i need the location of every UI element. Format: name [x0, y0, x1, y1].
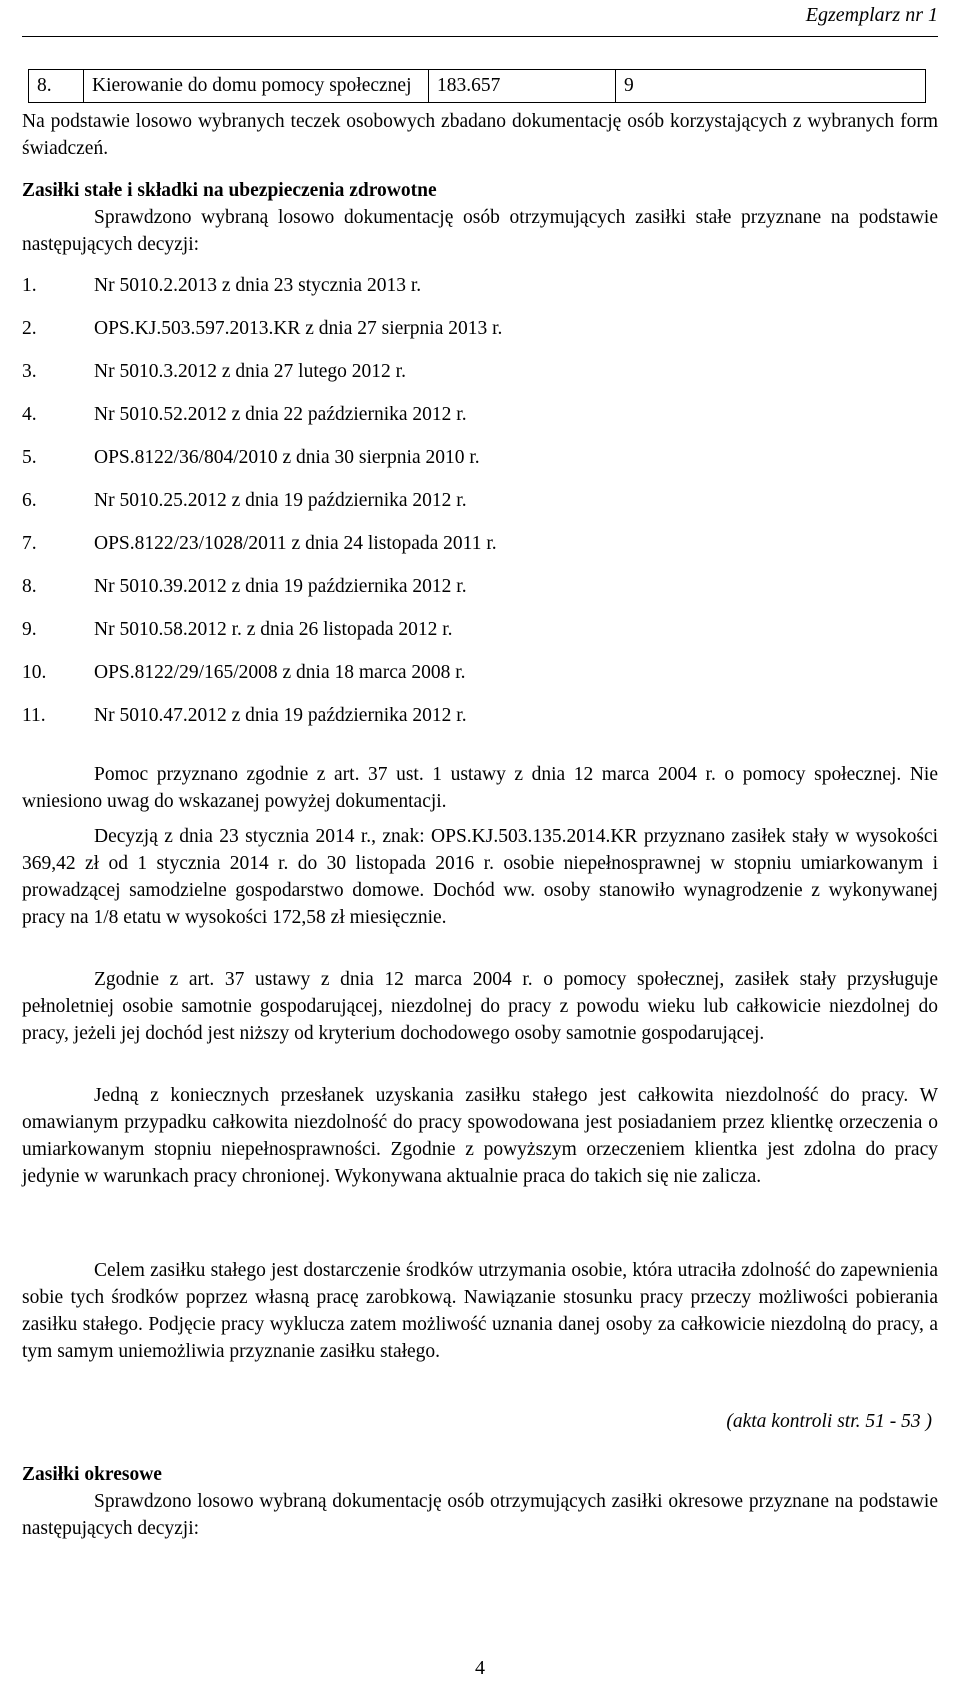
item-number: 10.: [22, 662, 47, 683]
item-number: 1.: [22, 275, 37, 296]
page-header: [0, 0, 960, 30]
item-text: OPS.8122/23/1028/2011 z dnia 24 listopada 2011 r.: [94, 533, 497, 554]
jedna-paragraph: Jedną z koniecznych przesłanek uzyskania zasiłku stałego jest całkowita niezdolność do pracy. W omawianym przypadku całkowita niezdolność do pracy spowodowana jest posiadaniem przez klientkę orzeczenia o umiarkowanym stopniu niepełnosprawności. Zgodnie z powyższym orzeczeniem klientka jest zdolna do pracy jedynie w warunkach pracy chronionej. Wykonywana aktualnie praca do takich się nie zalicza.: [22, 1085, 938, 1187]
list-item: [22, 565, 502, 608]
pomoc-paragraph: Pomoc przyznano zgodnie z art. 37 ust. 1 ustawy z dnia 12 marca 2004 r. o pomocy społecznej. Nie wniesiono uwag do wskazanej powyżej dokumentacji.: [22, 764, 938, 812]
item-number: 6.: [22, 490, 37, 511]
list-item: [22, 350, 502, 393]
copy-number: Egzemplarz nr 1: [805, 4, 938, 26]
summary-table: [28, 69, 926, 103]
row-name: Kierowanie do domu pomocy społecznej: [84, 70, 429, 103]
page-number: 4: [475, 1657, 485, 1679]
item-number: 5.: [22, 447, 37, 468]
celem-paragraph: Celem zasiłku stałego jest dostarczenie środków utrzymania osobie, która utraciła zdolność do zapewnienia sobie tych środków poprzez własną pracę zarobkową. Nawiązanie stosunku pracy przeczy możliwości pobierania zasiłku stałego. Podjęcie pracy wyklucza zatem możliwość uznania danej osoby za całkowicie niezdolną do pracy, a tym samym uniemożliwia przyznanie zasiłku stałego.: [22, 1260, 938, 1362]
list-item: [22, 307, 502, 350]
list-item: [22, 694, 502, 737]
item-text: Nr 5010.3.2012 z dnia 27 lutego 2012 r.: [94, 361, 406, 382]
item-text: Nr 5010.39.2012 z dnia 19 października 2012 r.: [94, 576, 467, 597]
intro-paragraph: Na podstawie losowo wybranych teczek osobowych zbadano dokumentację osób korzystających z wybranych form świadczeń.: [22, 111, 938, 159]
table-row: [29, 70, 926, 103]
list-item: [22, 436, 502, 479]
item-text: OPS.8122/36/804/2010 z dnia 30 sierpnia 2010 r.: [94, 447, 480, 468]
item-text: Nr 5010.47.2012 z dnia 19 października 2012 r.: [94, 705, 467, 726]
item-text: Nr 5010.52.2012 z dnia 22 października 2012 r.: [94, 404, 467, 425]
section-title-zasilki-okresowe: Zasiłki okresowe: [22, 1464, 162, 1485]
decision-list: [22, 264, 502, 737]
item-text: Nr 5010.2.2013 z dnia 23 stycznia 2013 r.: [94, 275, 422, 296]
item-number: 9.: [22, 619, 37, 640]
section-intro-zasilki-stale: Sprawdzono wybraną losowo dokumentację osób otrzymujących zasiłki stałe przyznane na podstawie następujących decyzji:: [22, 207, 938, 255]
list-item: [22, 264, 502, 307]
item-number: 8.: [22, 576, 37, 597]
item-text: OPS.KJ.503.597.2013.KR z dnia 27 sierpnia 2013 r.: [94, 318, 503, 339]
section-intro-zasilki-okresowe: Sprawdzono losowo wybraną dokumentację osób otrzymujących zasiłki okresowe przyznane na podstawie następujących decyzji:: [22, 1491, 938, 1539]
row-count: 9: [616, 70, 926, 103]
list-item: [22, 479, 502, 522]
list-item: [22, 522, 502, 565]
item-number: 4.: [22, 404, 37, 425]
item-text: Nr 5010.58.2012 r. z dnia 26 listopada 2012 r.: [94, 619, 453, 640]
akta-reference: (akta kontroli str. 51 - 53 ): [726, 1411, 932, 1432]
header-rule: [22, 36, 938, 37]
item-text: Nr 5010.25.2012 z dnia 19 października 2012 r.: [94, 490, 467, 511]
row-amount: 183.657: [429, 70, 616, 103]
item-number: 7.: [22, 533, 37, 554]
item-text: OPS.8122/29/165/2008 z dnia 18 marca 2008 r.: [94, 662, 466, 683]
section-title-zasilki-stale: Zasiłki stałe i składki na ubezpieczenia zdrowotne: [22, 180, 437, 201]
zgodnie-paragraph: Zgodnie z art. 37 ustawy z dnia 12 marca 2004 r. o pomocy społecznej, zasiłek stały przysługuje pełnoletniej osobie samotnie gospodarującej, niezdolnej do pracy z powodu wieku lub całkowicie niezdolnej do pracy, jeżeli jej dochód jest niższy od kryterium dochodowego osoby samotnie gospodarującej.: [22, 969, 938, 1044]
row-number: 8.: [29, 70, 84, 103]
item-number: 11.: [22, 705, 46, 726]
item-number: 3.: [22, 361, 37, 382]
list-item: [22, 608, 502, 651]
item-number: 2.: [22, 318, 37, 339]
decyzja-paragraph: Decyzją z dnia 23 stycznia 2014 r., znak: OPS.KJ.503.135.2014.KR przyznano zasiłek stały w wysokości 369,42 zł od 1 stycznia 2014 r. do 30 listopada 2016 r. osobie niepełnosprawnej w stopniu umiarkowanym i prowadzącej samodzielne gospodarstwo domowe. Dochód ww. osoby stanowiło wynagrodzenie z wykonywanej pracy na 1/8 etatu w wysokości 172,58 zł miesięcznie.: [22, 826, 938, 928]
list-item: [22, 393, 502, 436]
list-item: [22, 651, 502, 694]
